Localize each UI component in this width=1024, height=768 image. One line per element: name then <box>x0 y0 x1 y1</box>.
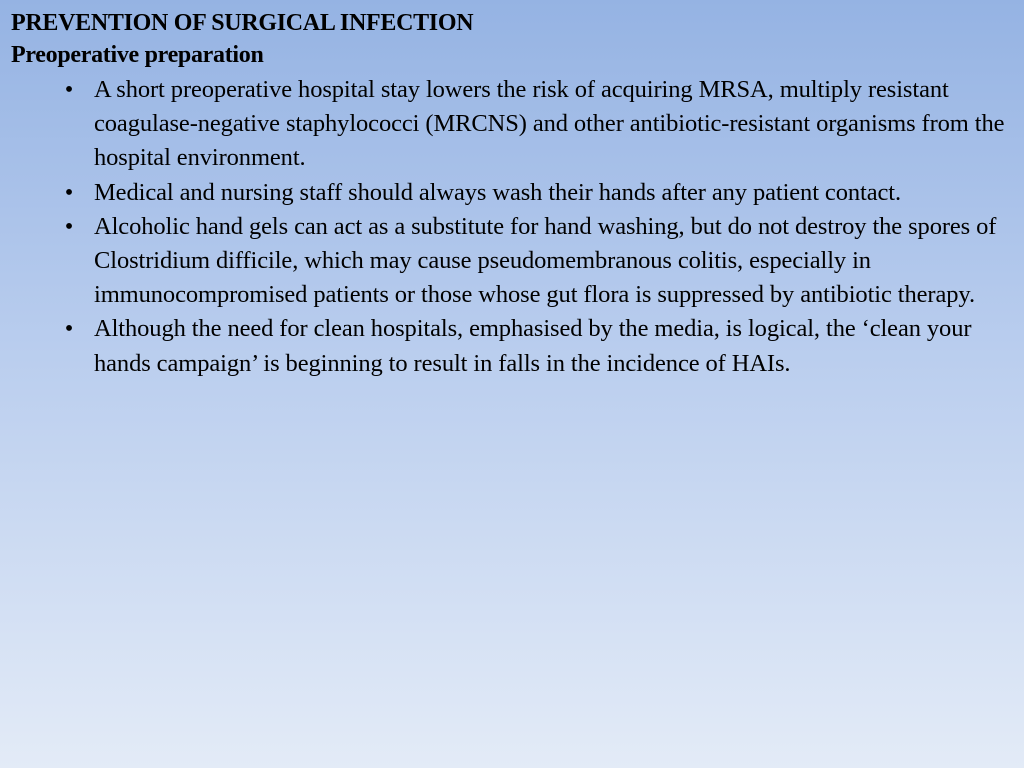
bullet-dot-icon: • <box>64 178 74 206</box>
bullet-text: Although the need for clean hospitals, emphasised by the media, is logical, the ‘clean your hands campaign’ is beginning to result in falls in the incidence of HAIs. <box>94 315 972 377</box>
bullet-item <box>11 210 1011 313</box>
bullet-dot-icon: • <box>64 76 74 103</box>
bullet-text: Alcoholic hand gels can act as a substitute for hand washing, but do not destroy the spores of Clostridium difficile, which may cause pseudomembranous colitis, especially in immunocompromised patients or those whose gut flora is suppressed by antibiotic therapy. <box>94 212 997 309</box>
bullet-dot-icon: • <box>64 212 74 240</box>
bullet-item <box>11 176 1011 210</box>
bullet-list <box>11 73 1011 381</box>
bullet-text: Medical and nursing staff should always wash their hands after any patient contact. <box>94 178 901 206</box>
bullet-item <box>11 312 1011 380</box>
slide-content <box>11 7 1011 381</box>
bullet-text: A short preoperative hospital stay lowers the risk of acquiring MRSA, multiply resistant coagulase-negative staphylococci (MRCNS) and other antibiotic-resistant organisms from the hospital environment. <box>94 76 1005 172</box>
bullet-dot-icon: • <box>64 315 74 343</box>
section-subtitle: Preoperative preparation <box>11 42 264 68</box>
bullet-item <box>11 73 1011 176</box>
slide-title: PREVENTION OF SURGICAL INFECTION <box>11 10 474 36</box>
